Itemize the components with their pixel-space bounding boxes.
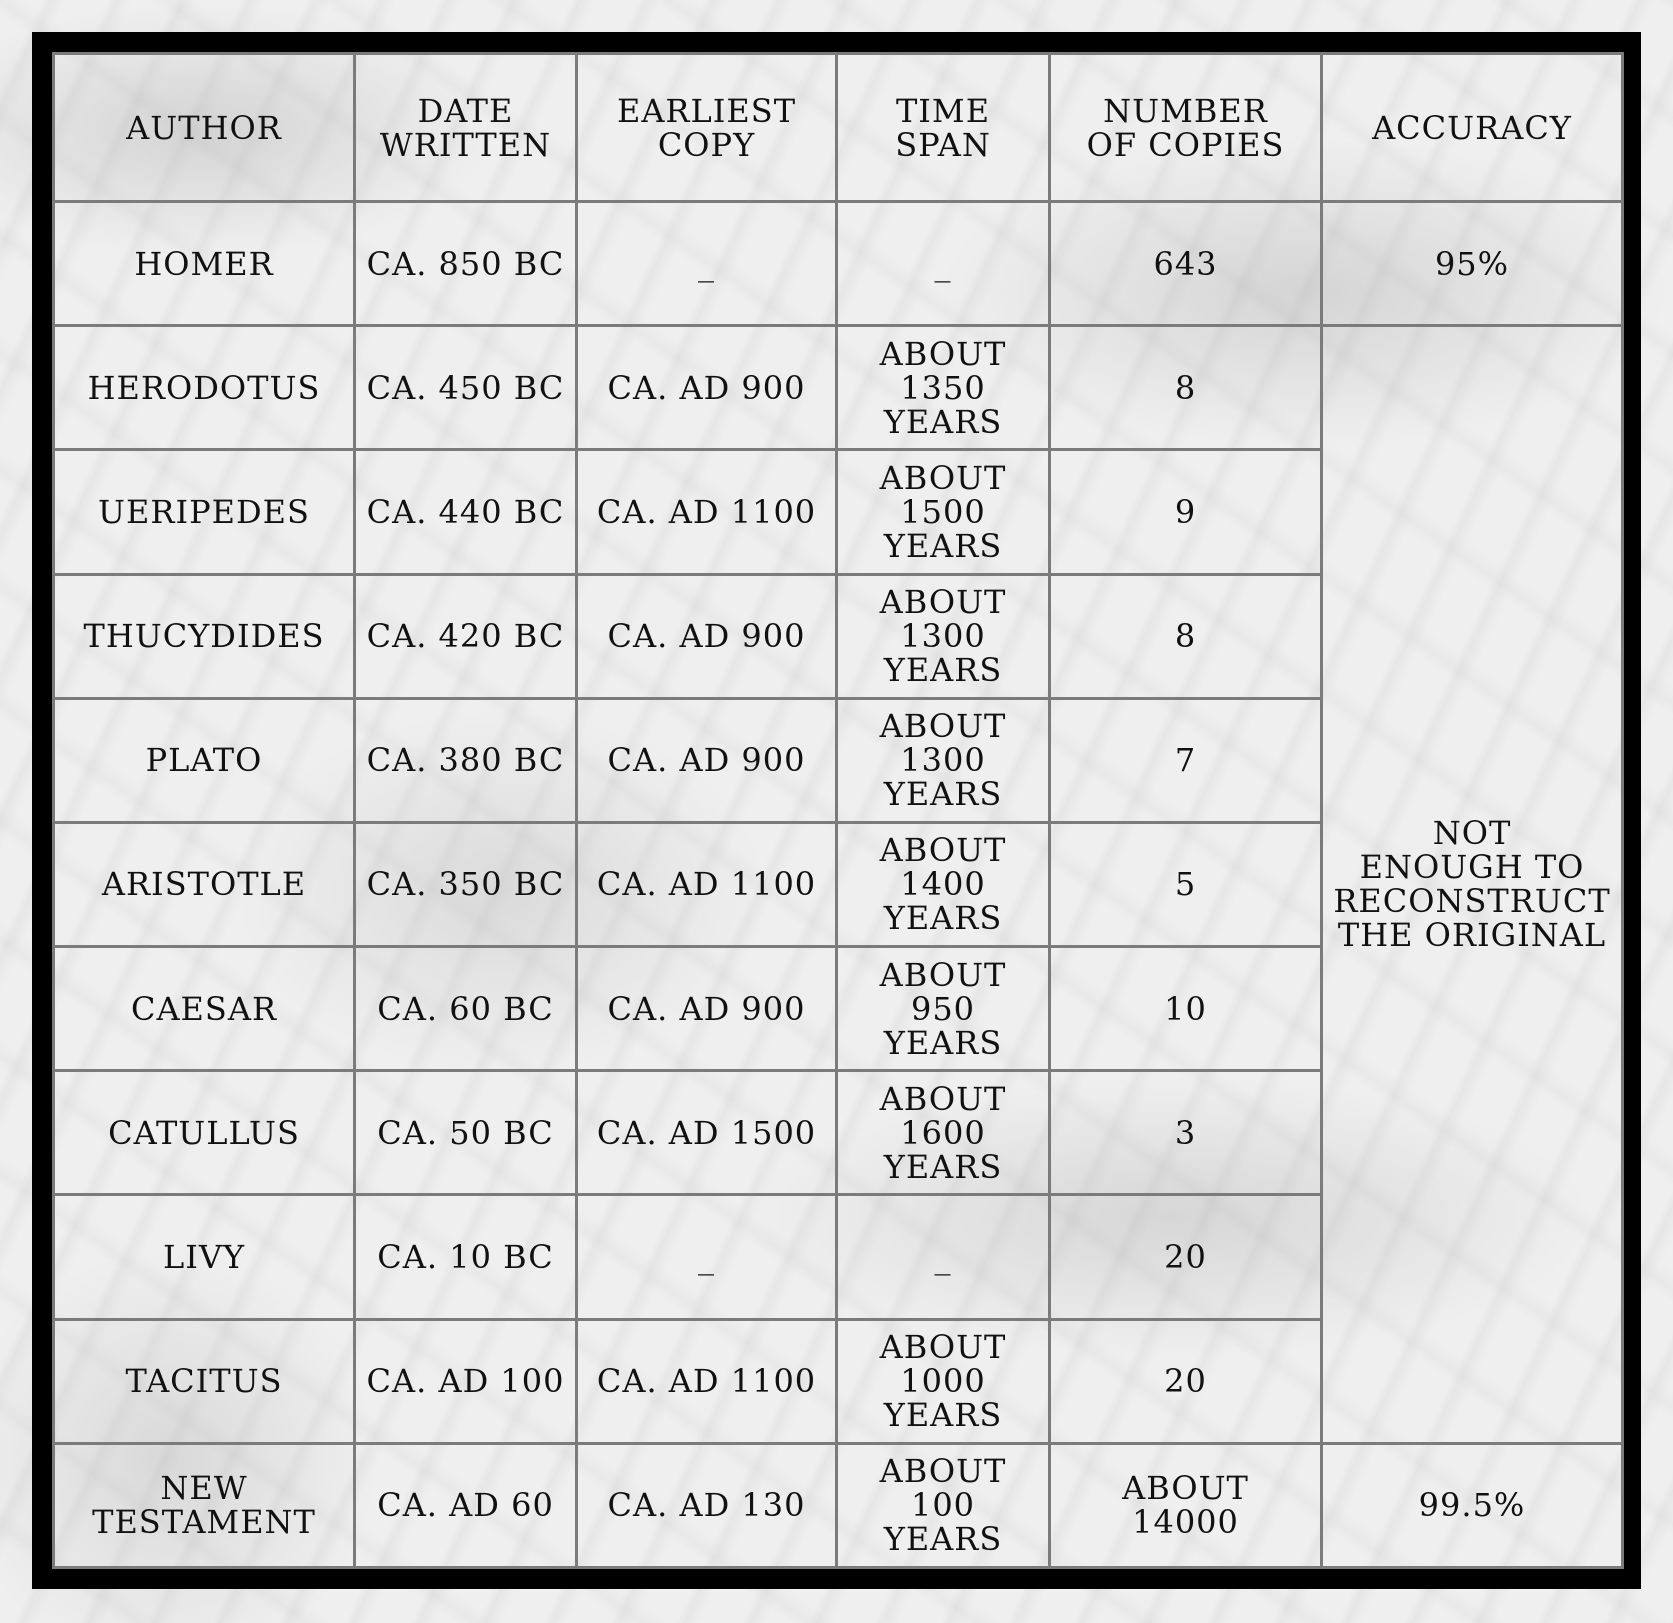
cell-date-written: CA. 420 BC: [355, 574, 577, 698]
manuscript-comparison-table: [52, 52, 1624, 1569]
cell-time-span: ABOUT 1400 YEARS: [837, 822, 1050, 946]
header-date-written: DATE WRITTEN: [355, 54, 577, 202]
cell-earliest-copy: CA. AD 900: [577, 947, 837, 1071]
cell-author: TACITUS: [54, 1319, 355, 1443]
cell-copies: 20: [1050, 1319, 1322, 1443]
cell-date-written: CA. 450 BC: [355, 326, 577, 450]
cell-earliest-copy: CA. AD 1500: [577, 1071, 837, 1195]
header-number-of-copies: NUMBER OF COPIES: [1050, 54, 1322, 202]
cell-time-span: ABOUT 1350 YEARS: [837, 326, 1050, 450]
cell-earliest-copy: _: [577, 202, 837, 326]
cell-copies: ABOUT 14000: [1050, 1443, 1322, 1567]
cell-time-span: _: [837, 202, 1050, 326]
cell-copies: 8: [1050, 326, 1322, 450]
cell-copies: 10: [1050, 947, 1322, 1071]
cell-accuracy: 95%: [1322, 202, 1623, 326]
cell-earliest-copy: CA. AD 1100: [577, 822, 837, 946]
cell-accuracy-merged: NOT ENOUGH TO RECONSTRUCT THE ORIGINAL: [1322, 326, 1623, 1444]
cell-author: CAESAR: [54, 947, 355, 1071]
cell-date-written: CA. 380 BC: [355, 698, 577, 822]
cell-date-written: CA. AD 60: [355, 1443, 577, 1567]
cell-author: HOMER: [54, 202, 355, 326]
cell-earliest-copy: CA. AD 1100: [577, 450, 837, 574]
cell-time-span: ABOUT 100 YEARS: [837, 1443, 1050, 1567]
table-row: [54, 202, 1623, 326]
cell-time-span: ABOUT 1300 YEARS: [837, 574, 1050, 698]
header-row: [54, 54, 1623, 202]
cell-author: ARISTOTLE: [54, 822, 355, 946]
cell-time-span: ABOUT 1300 YEARS: [837, 698, 1050, 822]
cell-date-written: CA. 850 BC: [355, 202, 577, 326]
cell-author: HERODOTUS: [54, 326, 355, 450]
cell-date-written: CA. 440 BC: [355, 450, 577, 574]
cell-copies: 3: [1050, 1071, 1322, 1195]
cell-earliest-copy: CA. AD 900: [577, 574, 837, 698]
cell-earliest-copy: _: [577, 1195, 837, 1319]
cell-copies: 7: [1050, 698, 1322, 822]
cell-earliest-copy: CA. AD 900: [577, 698, 837, 822]
cell-time-span: ABOUT 1000 YEARS: [837, 1319, 1050, 1443]
cell-earliest-copy: CA. AD 1100: [577, 1319, 837, 1443]
cell-copies: 20: [1050, 1195, 1322, 1319]
cell-date-written: CA. 50 BC: [355, 1071, 577, 1195]
cell-time-span: _: [837, 1195, 1050, 1319]
cell-date-written: CA. 10 BC: [355, 1195, 577, 1319]
cell-author: UERIPEDES: [54, 450, 355, 574]
cell-copies: 5: [1050, 822, 1322, 946]
header-earliest-copy: EARLIEST COPY: [577, 54, 837, 202]
cell-author: CATULLUS: [54, 1071, 355, 1195]
cell-author: NEW TESTAMENT: [54, 1443, 355, 1567]
cell-author: THUCYDIDES: [54, 574, 355, 698]
cell-time-span: ABOUT 950 YEARS: [837, 947, 1050, 1071]
cell-copies: 8: [1050, 574, 1322, 698]
cell-date-written: CA. 350 BC: [355, 822, 577, 946]
cell-time-span: ABOUT 1500 YEARS: [837, 450, 1050, 574]
header-time-span: TIME SPAN: [837, 54, 1050, 202]
table-row: [54, 326, 1623, 450]
table-row: [54, 1443, 1623, 1567]
cell-author: LIVY: [54, 1195, 355, 1319]
cell-accuracy: 99.5%: [1322, 1443, 1623, 1567]
cell-date-written: CA. AD 100: [355, 1319, 577, 1443]
cell-earliest-copy: CA. AD 900: [577, 326, 837, 450]
cell-date-written: CA. 60 BC: [355, 947, 577, 1071]
cell-earliest-copy: CA. AD 130: [577, 1443, 837, 1567]
header-accuracy: ACCURACY: [1322, 54, 1623, 202]
header-author: AUTHOR: [54, 54, 355, 202]
cell-copies: 643: [1050, 202, 1322, 326]
cell-time-span: ABOUT 1600 YEARS: [837, 1071, 1050, 1195]
cell-copies: 9: [1050, 450, 1322, 574]
cell-author: PLATO: [54, 698, 355, 822]
